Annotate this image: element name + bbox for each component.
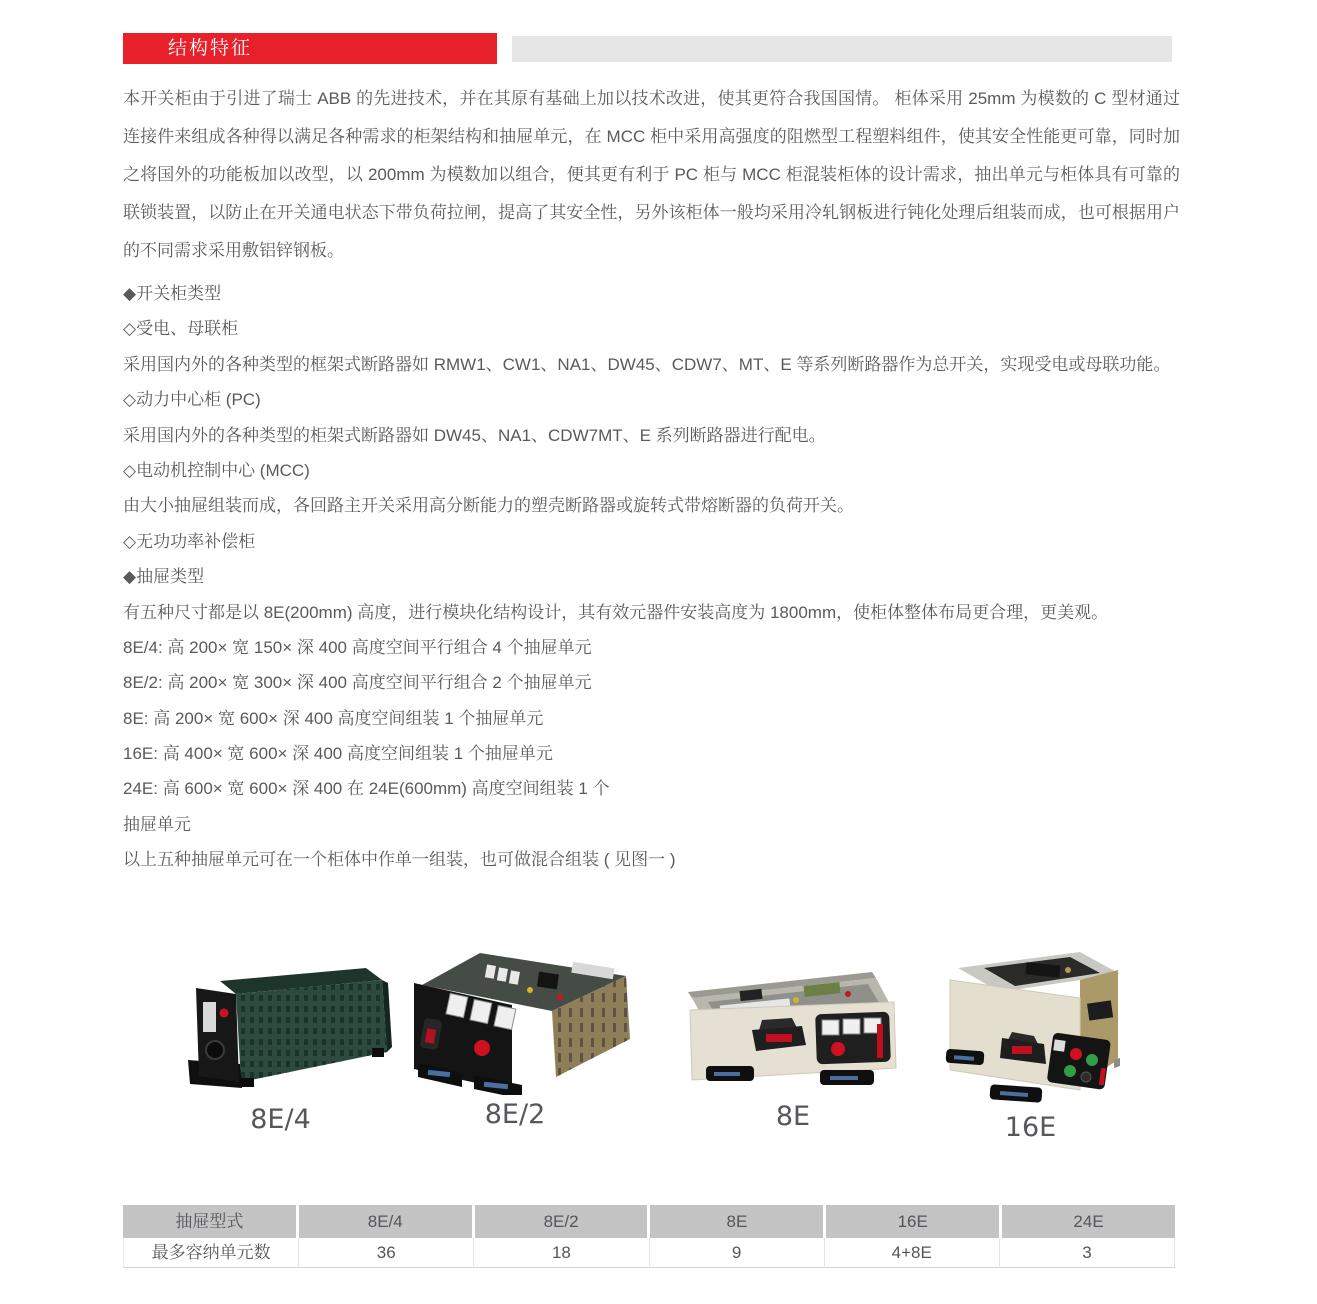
table-header-cell: 8E [650,1205,826,1238]
line-text: 8E/2: 高 200× 宽 300× 深 400 高度空间平行组合 2 个抽屉单元 [123,673,592,693]
drawer-unit-16e-photo [928,940,1133,1108]
diamond-hollow-icon: ◇ [123,319,137,339]
bullet-line [123,701,1180,736]
table-header-cell: 16E [826,1205,1002,1238]
bullet-line [123,630,1180,665]
bullet-line [123,559,1180,594]
line-text: 抽屉单元 [123,814,191,834]
bullet-line [123,771,1180,806]
bullet-line [123,418,1180,453]
diamond-hollow-icon: ◇ [123,390,137,410]
diamond-filled-icon: ◆ [123,567,137,587]
bullet-line [123,382,1180,417]
drawer-unit-8e-photo [678,950,908,1085]
figure-caption: 8E/2 [484,1099,546,1130]
header-decorative-bar [512,36,1172,62]
bullet-line [123,842,1180,877]
body-text-block [123,80,1180,878]
line-text: 动力中心柜 (PC) [136,390,261,410]
diamond-filled-icon: ◆ [123,284,137,303]
table-cell: 最多容纳单元数 [123,1238,299,1268]
table-cell: 3 [1000,1238,1175,1268]
section-title-banner [123,33,497,64]
bullet-line [123,311,1180,346]
table-header-cell: 8E/2 [475,1205,651,1238]
drawer-unit-8e4-illustration [158,960,403,1100]
diamond-hollow-icon: ◇ [123,531,137,551]
table-cell: 9 [650,1238,825,1268]
line-text: 电动机控制中心 (MCC) [136,460,310,480]
line-text: 以上五种抽屉单元可在一个柜体中作单一组装，也可做混合组装 ( 见图一 ) [123,850,676,870]
line-text: 抽屉类型 [136,567,205,587]
line-text: 无功功率补偿柜 [136,531,256,551]
line-text: 采用国内外的各种类型的柜架式断路器如 DW45、NA1、CDW7MT、E 系列断路器进行配电。 [123,425,826,445]
drawer-unit-8e2-photo [390,945,640,1095]
drawer-spec-table [123,1205,1175,1268]
drawer-unit-8e4-photo [158,960,403,1100]
table-row [123,1238,1175,1268]
table-cell: 36 [299,1238,474,1268]
table-header-cell: 8E/4 [299,1205,475,1238]
bullet-line [123,736,1180,771]
figure-caption: 16E [1004,1112,1057,1143]
bullet-line [123,524,1180,559]
line-text: 24E: 高 600× 宽 600× 深 400 在 24E(600mm) 高度空间组装 1 个 [123,779,610,799]
line-text: 有五种尺寸都是以 8E(200mm) 高度，进行模块化结构设计，其有效元器件安装高度为 1800mm，使柜体整体布局更合理，更美观。 [123,602,1109,622]
drawer-unit-8e-illustration [678,950,908,1085]
bullet-line [123,453,1180,488]
bullet-line [123,807,1180,842]
page-title: 结构特征 [168,38,253,59]
bullet-line [123,595,1180,630]
line-text: 16E: 高 400× 宽 600× 深 400 高度空间组装 1 个抽屉单元 [123,744,553,764]
figure-caption: 8E [775,1101,811,1132]
bullet-line [123,276,1180,311]
product-figure-8e4 [158,960,403,1135]
line-text: 8E: 高 200× 宽 600× 深 400 高度空间组装 1 个抽屉单元 [123,708,544,728]
drawer-unit-16e-illustration [928,940,1133,1108]
table-header-cell: 24E [1002,1205,1175,1238]
drawer-unit-8e2-illustration [390,945,640,1095]
line-text: 8E/4: 高 200× 宽 150× 深 400 高度空间平行组合 4 个抽屉单元 [123,637,592,657]
bullet-line [123,347,1180,382]
product-figure-8e [678,950,908,1132]
line-text: 受电、母联柜 [136,319,239,339]
line-text: 采用国内外的各种类型的框架式断路器如 RMW1、CW1、NA1、DW45、CDW7、MT、E 等系列断路器作为总开关，实现受电或母联功能。 [123,354,1171,374]
intro-paragraph: 本开关柜由于引进了瑞士 ABB 的先进技术，并在其原有基础上加以技术改进，使其更符合我国国情。 柜体采用 25mm 为模数的 C 型材通过连接件来组成各种得以满足各种需求的柜架结构和抽屉单元，在 MCC 柜中采用高强度的阻燃型工程塑料组件，使其安全性能更可靠，同时加之将国外的功能板加以改型，以 200mm 为模数加以组合，便其更有利于 PC 柜与 MCC 柜混装柜体的设计需求，抽出单元与柜体具有可靠的联锁装置，以防止在开关通电状态下带负荷拉闸，提高了其安全性，另外该柜体一般均采用冷轧钢板进行钝化处理后组装而成，也可根据用户的不同需求采用敷铝锌钢板。 [123,89,1180,260]
line-text: 由大小抽屉组装而成，各回路主开关采用高分断能力的塑壳断路器或旋转式带熔断器的负荷开关。 [123,496,854,516]
figure-caption: 8E/4 [250,1104,311,1135]
product-figure-16e [928,940,1133,1143]
table-cell: 18 [474,1238,649,1268]
bullet-line [123,665,1180,700]
bullet-line [123,488,1180,523]
table-cell: 4+8E [825,1238,1000,1268]
table-header-row [123,1205,1175,1238]
diamond-hollow-icon: ◇ [123,460,137,480]
table-header-cell: 抽屉型式 [123,1205,299,1238]
line-text: 开关柜类型 [136,284,222,303]
product-figure-8e2 [390,945,640,1130]
